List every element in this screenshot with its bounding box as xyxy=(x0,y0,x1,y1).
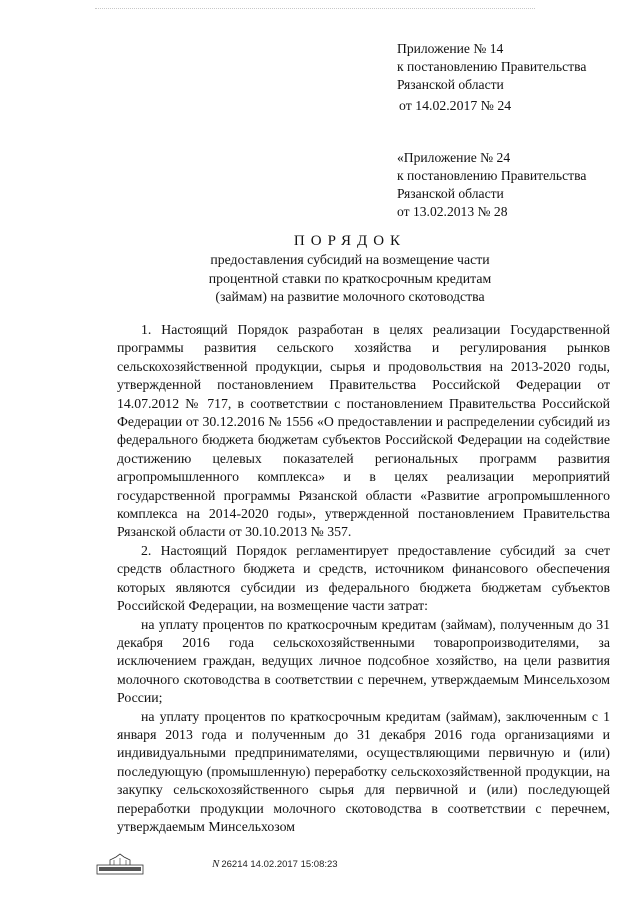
document-subtitle-line3: (займам) на развитие молочного скотоводства xyxy=(215,289,485,304)
number-mark: N xyxy=(212,858,220,870)
document-footer xyxy=(96,853,416,877)
registration-number xyxy=(212,858,338,870)
paragraph-2-item-1: на уплату процентов по краткосрочным кредитам (займам), полученным до 31 декабря 2016 года сельскохозяйственными товаропроизводителями, за исключением граждан, ведущих личное подсобное хозяйство, на цели развития молочного скотоводства в соответствии с перечнем, утверждаемым Минсельхозом России; xyxy=(117,616,610,706)
document-subtitle-line2: процентной ставки по краткосрочным кредитам xyxy=(208,270,492,286)
appendix-current-line3: Рязанской области xyxy=(397,77,504,92)
registration-stamp-icon xyxy=(96,853,144,875)
appendix-current-date: от 14.02.2017 № 24 xyxy=(399,98,512,113)
paragraph-2-item-2: на уплату процентов по краткосрочным кредитам (займам), заключенным с 1 января 2013 года и полученным до 31 декабря 2016 года организациями и индивидуальными предпринимателями, осуществляющими первичную и (или) последующую (промышленную) переработку сельскохозяйственной продукции, на закупку сельскохозяйственного сырья для первичной и (или) последующей переработки продукции молочного скотоводства в соответствии с перечнем, утверждаемым Минсельхозом xyxy=(117,708,610,834)
document-subtitle-line1: предоставления субсидий на возмещение части xyxy=(210,252,490,267)
appendix-current-line2: к постановлению Правительства xyxy=(397,59,587,74)
appendix-original-line2: к постановлению Правительства xyxy=(397,168,587,183)
paragraph-1: 1. Настоящий Порядок разработан в целях реализации Государственной программы развития сельского хозяйства и регулирования рынков сельскохозяйственной продукции, сырья и продовольствия на 2013-2020 годы, утвержденной постановлением Правительства Российской Федерации от 14.07.2012 № 717, в соответствии с постановлением Правительства Российской Федерации от 30.12.2016 № 1556 «О предоставлении и распределении субсидий из федерального бюджета бюджетам субъектов Российской Федерации на содействие достижению целевых показателей региональных программ развития агропромышленного комплекса» и в целях реализации мероприятий государственной программы Рязанской области «Развитие агропромышленного комплекса на 2014-2020 годы», утвержденной постановлением Правительства Рязанской области от 30.10.2013 № 357. xyxy=(117,322,610,540)
appendix-original-date: от 13.02.2013 № 28 xyxy=(397,204,508,219)
scan-edge-line xyxy=(95,8,535,9)
registration-text: 26214 14.02.2017 15:08:23 xyxy=(221,859,338,870)
appendix-original-line1: «Приложение № 24 xyxy=(397,150,511,165)
paragraph-2: 2. Настоящий Порядок регламентирует предоставление субсидий за счет средств областного бюджета и средств, источником финансового обеспечения которых являются субсидии из федерального бюджета бюджетам субъектов Российской Федерации, на возмещение части затрат: xyxy=(117,542,610,614)
appendix-original-line3: Рязанской области xyxy=(397,186,504,201)
appendix-original xyxy=(397,149,586,221)
appendix-current-line1: Приложение № 14 xyxy=(397,41,504,56)
document-title: ПОРЯДОК xyxy=(293,233,407,249)
appendix-current xyxy=(397,40,586,115)
document-heading xyxy=(120,231,580,307)
document-body xyxy=(117,321,610,836)
